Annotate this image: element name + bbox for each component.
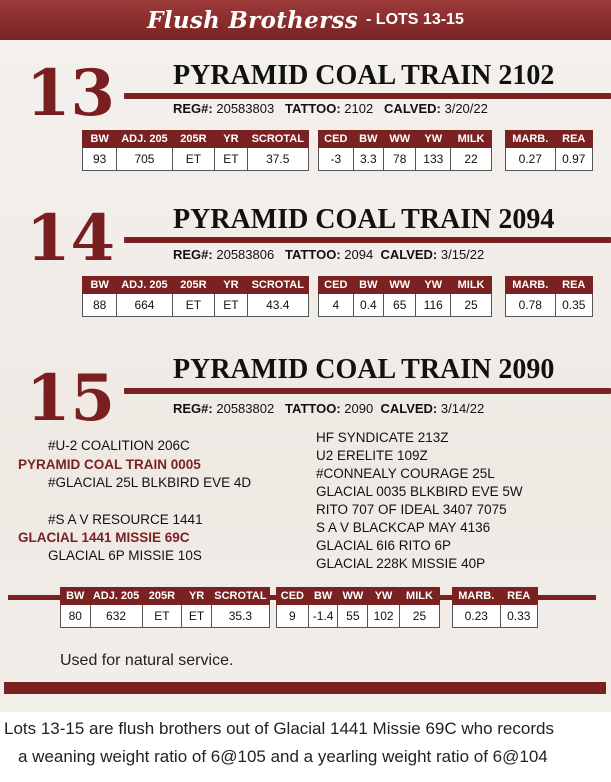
epd-table-carcass: MARB. REA 0.27 0.97: [505, 130, 593, 171]
pedigree-ancestor: U2 ERELITE 109Z: [316, 448, 428, 463]
epd-table-growth: CED BW WW YW MILK 4 0.4 65 116 25: [318, 276, 492, 317]
lot-number: 15: [26, 361, 116, 436]
epd-table-carcass: MARB. REA 0.78 0.35: [505, 276, 593, 317]
lot-reg-info: REG#: 20583802 TATTOO: 2090 CALVED: 3/14/22: [173, 401, 485, 416]
pedigree-sire-dam: #GLACIAL 25L BLKBIRD EVE 4D: [48, 475, 252, 490]
pedigree-ancestor: S A V BLACKCAP MAY 4136: [316, 520, 491, 535]
epd-table-performance: BW ADJ. 205 205R YR SCROTAL 88 664 ET ET 43.4: [82, 276, 309, 317]
lot-rule: [124, 93, 611, 99]
pedigree-ancestor: #CONNEALY COURAGE 25L: [316, 466, 495, 481]
lot-reg-info: REG#: 20583803 TATTOO: 2102 CALVED: 3/20/22: [173, 101, 488, 116]
lot-number: 14: [26, 201, 116, 276]
header-script-title: Flush Brotherss: [147, 6, 359, 34]
epd-table-performance: BW ADJ. 205 205R YR SCROTAL 93 705 ET ET 37.5: [82, 130, 309, 171]
lot-name: PYRAMID COAL TRAIN 2094: [173, 204, 555, 235]
epd-table-growth: CED BW WW YW MILK 9 -1.4 55 102 25: [276, 587, 440, 628]
lot-name: PYRAMID COAL TRAIN 2102: [173, 60, 555, 91]
footer-line-1: Lots 13-15 are flush brothers out of Glacial 1441 Missie 69C who records: [4, 719, 554, 738]
pedigree-dam-dam: GLACIAL 6P MISSIE 10S: [48, 548, 202, 563]
pedigree-ancestor: RITO 707 OF IDEAL 3407 7075: [316, 502, 507, 517]
lot-reg-info: REG#: 20583806 TATTOO: 2094 CALVED: 3/15/22: [173, 247, 485, 262]
pedigree-ancestor: GLACIAL 0035 BLKBIRD EVE 5W: [316, 484, 523, 499]
lot-name: PYRAMID COAL TRAIN 2090: [173, 354, 555, 385]
pedigree-sire: PYRAMID COAL TRAIN 0005: [18, 457, 201, 472]
header-bar: [0, 0, 611, 40]
bottom-rule: [4, 682, 606, 694]
pedigree-ancestor: HF SYNDICATE 213Z: [316, 430, 449, 445]
epd-table-growth: CED BW WW YW MILK -3 3.3 78 133 22: [318, 130, 492, 171]
lot-rule: [124, 388, 611, 394]
footer-line-2: a weaning weight ratio of 6@105 and a yearling weight ratio of 6@104: [18, 747, 548, 766]
pedigree-sire-sire: #U-2 COALITION 206C: [48, 438, 190, 453]
pedigree-dam-sire: #S A V RESOURCE 1441: [48, 512, 203, 527]
pedigree-dam: GLACIAL 1441 MISSIE 69C: [18, 530, 190, 545]
pedigree-ancestor: GLACIAL 6I6 RITO 6P: [316, 538, 452, 553]
epd-table-performance: BW ADJ. 205 205R YR SCROTAL 80 632 ET ET 35.3: [60, 587, 270, 628]
header-lots-label: - LOTS 13-15: [366, 11, 464, 28]
epd-table-carcass: MARB. REA 0.23 0.33: [452, 587, 538, 628]
lot-rule: [124, 237, 611, 243]
lot-number: 13: [26, 56, 116, 131]
pedigree-ancestor: GLACIAL 228K MISSIE 40P: [316, 556, 486, 571]
service-note: Used for natural service.: [60, 652, 234, 669]
footer: [0, 712, 611, 782]
